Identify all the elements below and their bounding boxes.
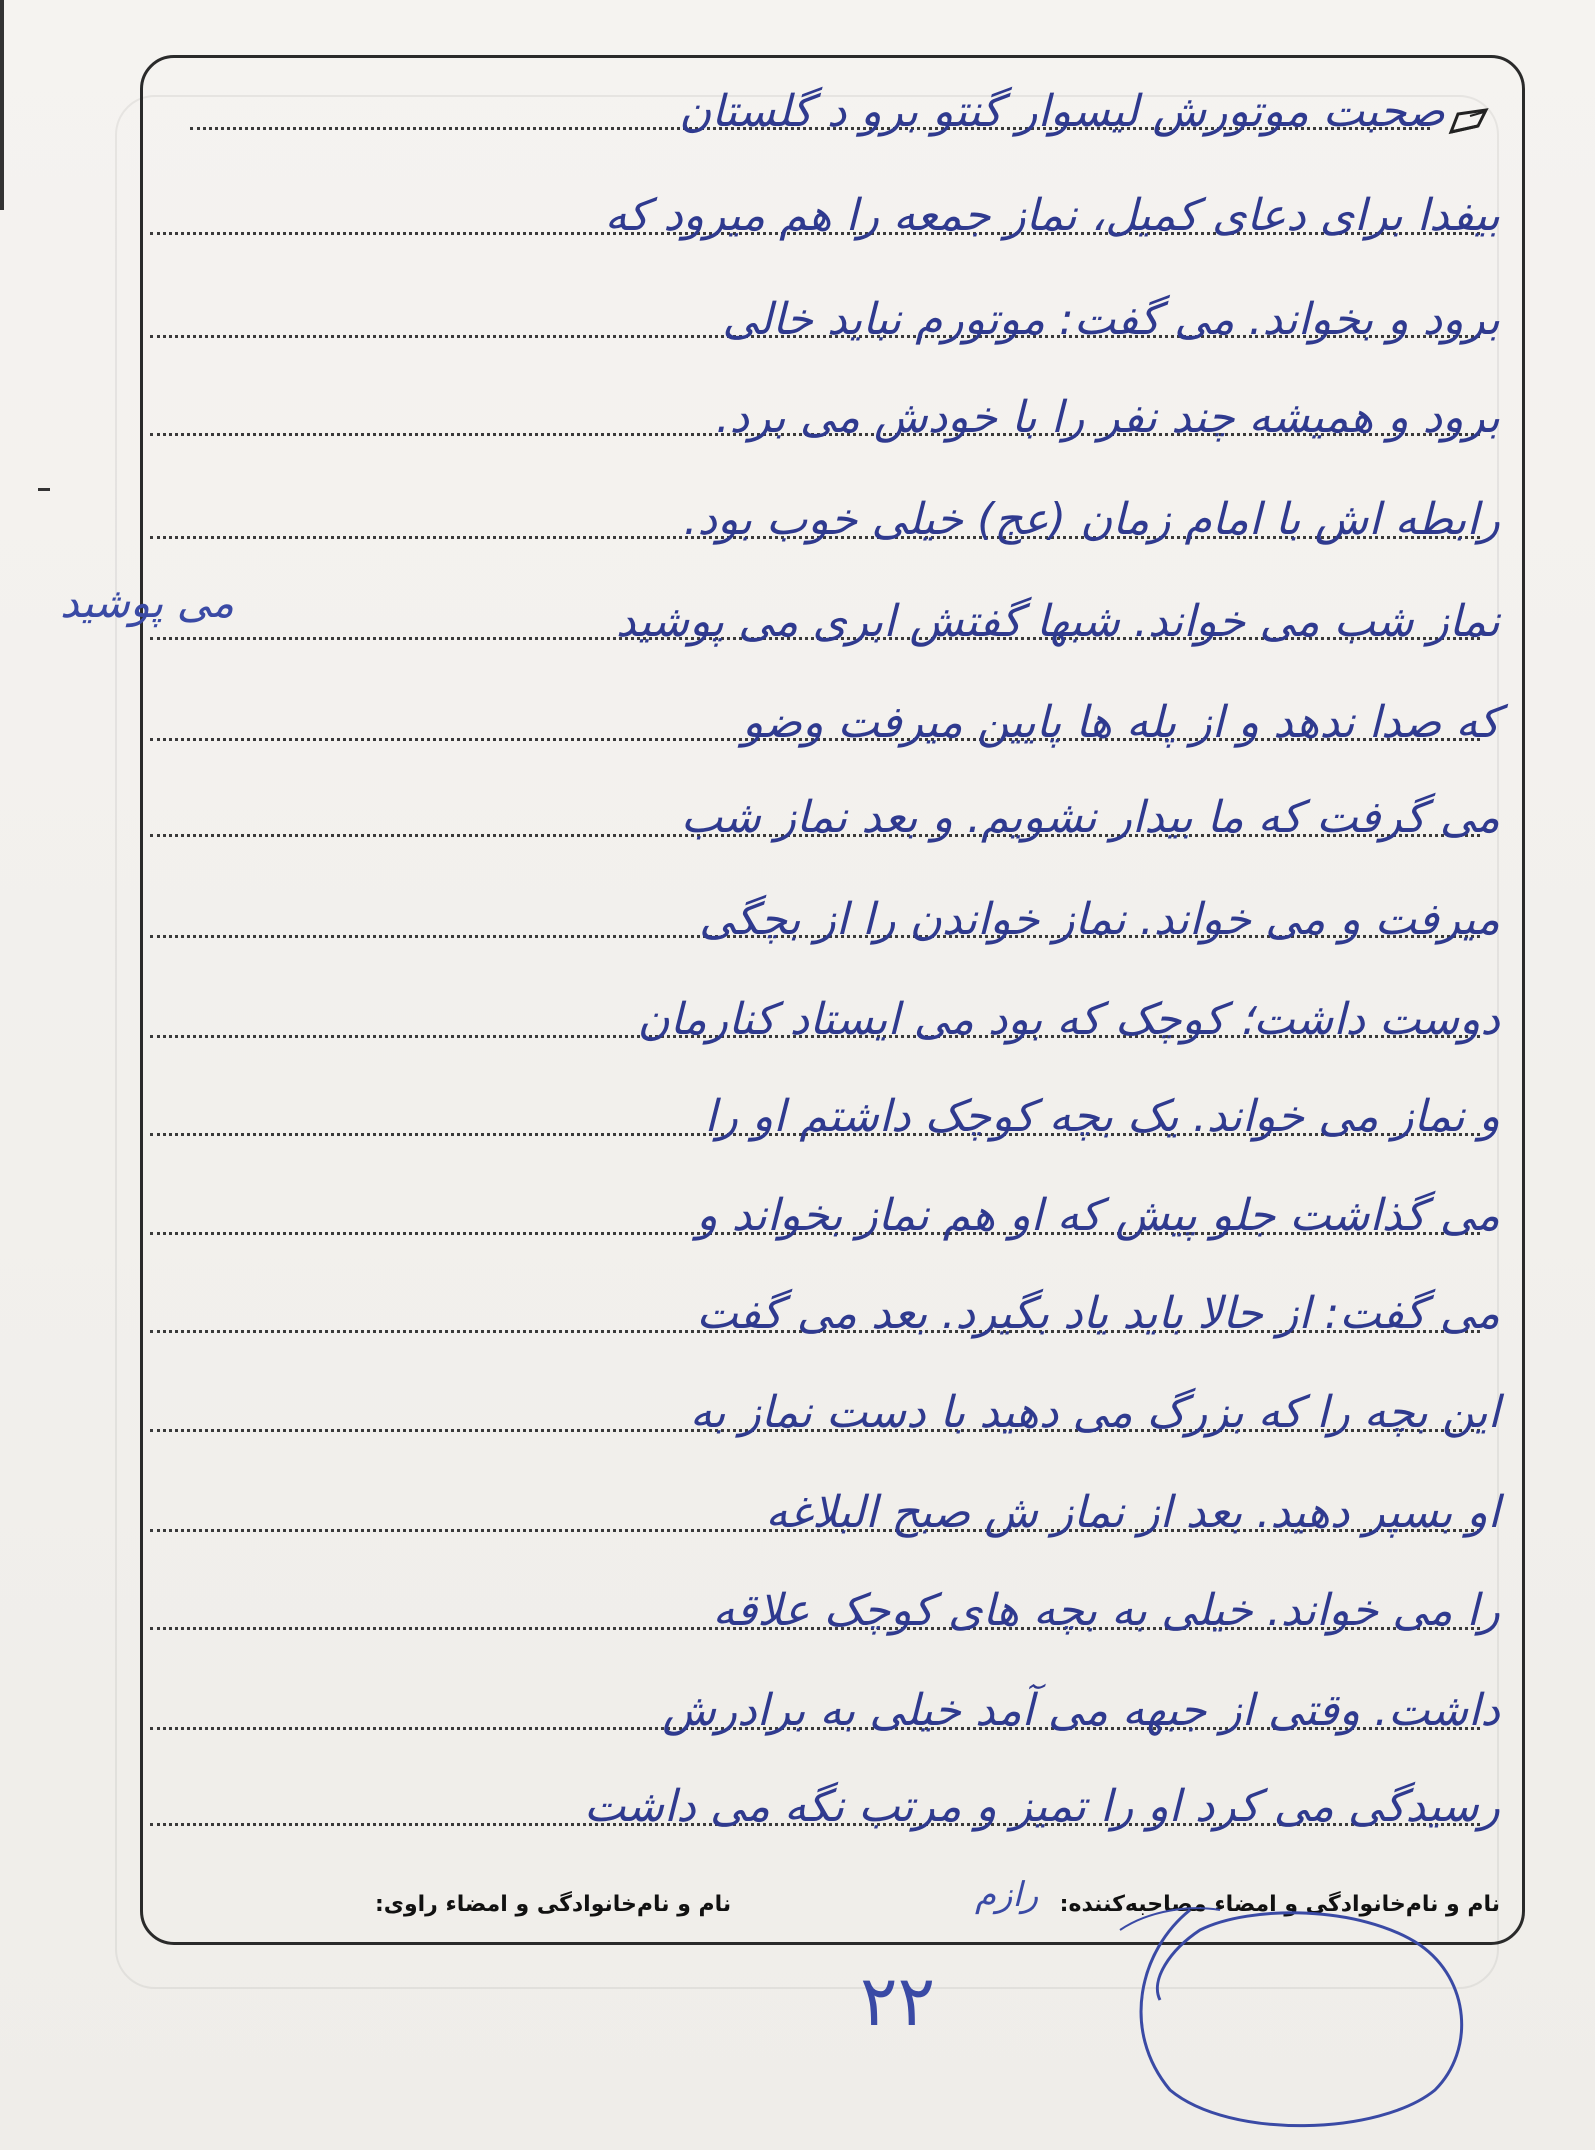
handwritten-line: دوست داشت؛ کوچک که بود می ایستاد کنارمان — [637, 994, 1500, 1045]
handwritten-line: می گرفت که ما بیدار نشویم. و بعد نماز شب — [680, 792, 1500, 843]
handwritten-line: رابطه اش با امام زمان (عج) خیلی خوب بود. — [683, 494, 1500, 545]
handwritten-line: برود و بخواند. می گفت: موتورم نباید خالی — [722, 294, 1500, 345]
handwritten-line: رسیدگی می کرد او را تمیز و مرتب نگه می داشت — [583, 1781, 1500, 1832]
handwritten-line: او بسپر دهید. بعد از نماز ش صبح البلاغه — [765, 1487, 1500, 1538]
handwritten-line: بیفدا برای دعای کمیل، نماز جمعه را هم میرود که — [604, 190, 1500, 241]
narrator-signature-label: نام و نام‌خانوادگی و امضاء راوی: — [375, 1892, 732, 1917]
interviewer-signature-label: نام و نام‌خانوادگی و امضاء مصاحبه‌کننده: — [1059, 1892, 1500, 1917]
handwritten-line: می گفت: از حالا باید یاد بگیرد. بعد می گفت — [696, 1288, 1500, 1339]
handwritten-line: را می خواند. خیلی به بچه های کوچک علاقه — [712, 1585, 1500, 1636]
handwritten-line: می گذاشت جلو پیش که او هم نماز بخواند و — [696, 1190, 1500, 1241]
signature-mark — [1080, 1890, 1480, 2150]
interviewer-initials: رازم — [975, 1875, 1039, 1915]
handwritten-line: برود و همیشه چند نفر را با خودش می برد. — [715, 392, 1500, 443]
handwritten-line: صحبت موتورش لیسوار گنتو برو د گلستان — [679, 86, 1445, 137]
handwritten-line: این بچه را که بزرگ می دهید با دست نماز به — [689, 1387, 1500, 1438]
margin-note: می پوشید — [60, 578, 235, 627]
handwritten-line: داشت. وقتی از جبهه می آمد خیلی به برادرش — [662, 1685, 1500, 1736]
handwritten-line: میرفت و می خواند. نماز خواندن را از بچگی — [699, 894, 1500, 945]
handwritten-line: که صدا ندهد و از پله ها پایین میرفت وضو — [742, 697, 1500, 748]
handwritten-line: نماز شب می خواند. شبها گفتش ابری می پوشید — [615, 596, 1500, 647]
handwritten-line: و نماز می خواند. یک بچه کوچک داشتم او را — [704, 1091, 1500, 1142]
page-number: ۲۲ — [860, 1960, 936, 2042]
